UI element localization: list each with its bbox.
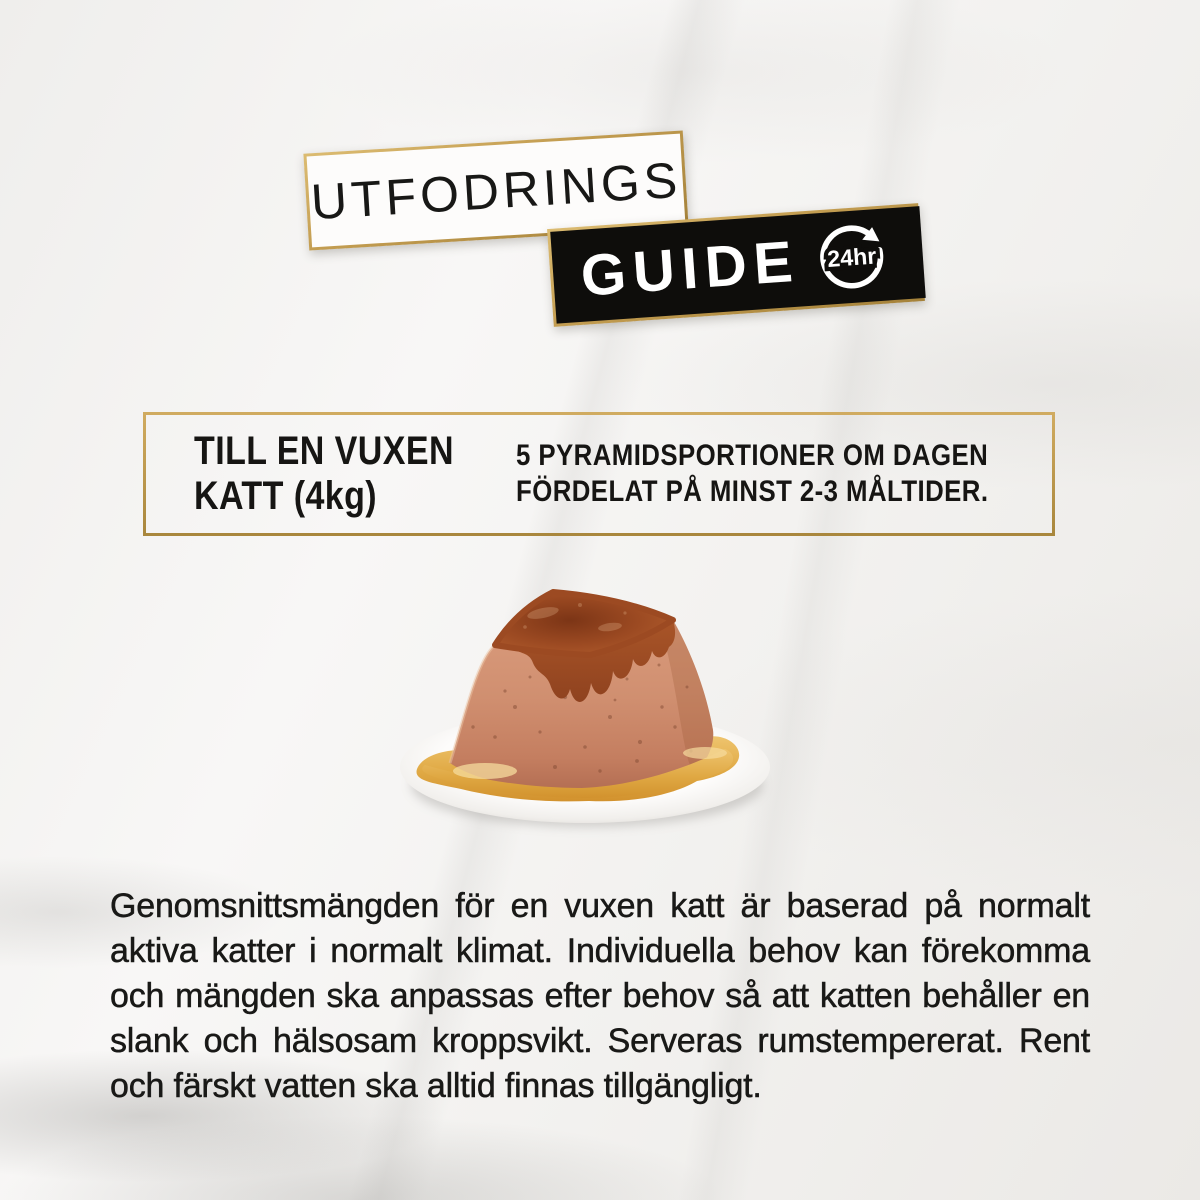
instruction-line1: 5 PYRAMIDSPORTIONER OM DAGEN	[515, 439, 988, 472]
24hr-icon-label: 24hr	[826, 242, 878, 272]
instruction-line2: FÖRDELAT PÅ MINST 2-3 MÅLTIDER.	[515, 475, 989, 508]
feeding-note-line: och färskt vatten ska alltid finnas tillgängligt.	[110, 1067, 762, 1105]
feeding-note-line: slank och hälsosam kroppsvikt. Serveras rumstempererat. Rent	[110, 1022, 1090, 1060]
pate-illustration	[375, 555, 795, 855]
title-utfodrings-label: UTFODRINGS	[309, 151, 683, 230]
gravy-highlight-left	[453, 763, 517, 779]
title-guide-label: GUIDE	[578, 228, 802, 309]
audience-line2: KATT (4kg)	[194, 474, 378, 518]
feeding-table	[143, 412, 1055, 536]
feeding-note	[110, 884, 1090, 1109]
feeding-table-audience-cell	[146, 415, 500, 533]
audience-line1: TILL EN VUXEN	[194, 429, 454, 473]
24hr-cycle-icon	[810, 215, 893, 298]
gravy-highlight-right	[683, 747, 727, 759]
feeding-note-line: aktiva katter i normalt klimat. Individuella behov kan förekomma	[110, 932, 1090, 970]
feeding-table-instruction-cell	[500, 415, 1065, 533]
feeding-note-line: och mängden ska anpassas efter behov så att katten behåller en	[110, 977, 1090, 1015]
feeding-note-line: Genomsnittsmängden för en vuxen katt är baserad på normalt	[110, 887, 1090, 925]
